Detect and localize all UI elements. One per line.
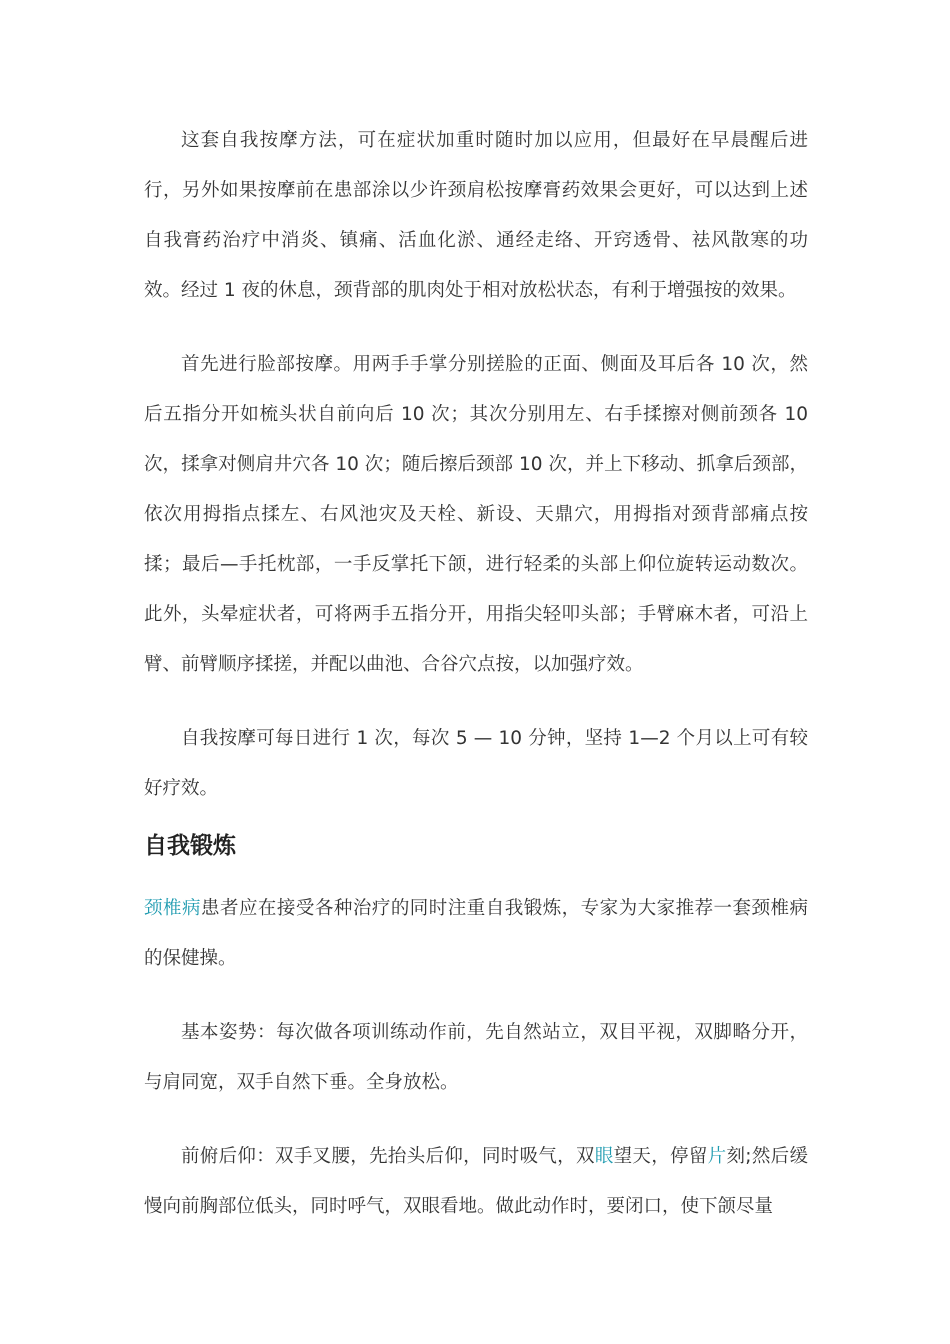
paragraph-forward-backward-text-c: 刻;然后缓慢向前胸部位低头，同时呼气，双眼看地。做此动作时，要闭口，使下颌尽量 bbox=[144, 1146, 808, 1217]
paragraph-forward-backward-text-b: 望天，停留 bbox=[613, 1146, 708, 1167]
moment-link[interactable]: 片 bbox=[707, 1146, 727, 1167]
paragraph-exercise-intro-text: 患者应在接受各种治疗的同时注重自我锻炼，专家为大家推荐一套颈椎病的保健操。 bbox=[144, 898, 808, 969]
paragraph-exercise-intro bbox=[144, 884, 808, 984]
paragraph-forward-backward bbox=[144, 1132, 808, 1232]
paragraph-basic-posture: 基本姿势：每次做各项训练动作前，先自然站立，双目平视，双脚略分开，与肩同宽，双手自然下垂。全身放松。 bbox=[144, 1022, 808, 1093]
paragraph-self-massage-timing: 这套自我按摩方法，可在症状加重时随时加以应用，但最好在早晨醒后进行，另外如果按摩前在患部涂以少许颈肩松按摩膏药效果会更好，可以达到上述自我膏药治疗中消炎、镇痛、活血化淤、通经走络、开窍透骨、祛风散寒的功效。经过 1 夜的休息，颈背部的肌肉处于相对放松状态，有利于增强按的效果。 bbox=[144, 130, 808, 301]
paragraph-massage-frequency: 自我按摩可每日进行 1 次，每次 5 — 10 分钟，坚持 1—2 个月以上可有较好疗效。 bbox=[144, 728, 808, 799]
cervical-spondylosis-link[interactable]: 颈椎病 bbox=[144, 898, 201, 919]
document-body bbox=[144, 116, 808, 1256]
paragraph-massage-steps: 首先进行脸部按摩。用两手手掌分别搓脸的正面、侧面及耳后各 10 次，然后五指分开如梳头状自前向后 10 次；其次分别用左、右手揉擦对侧前颈各 10 次，揉拿对侧肩井穴各 10 次；随后擦后颈部 10 次，并上下移动、抓拿后颈部，依次用拇指点揉左、右风池灾及天栓、新设、天鼎穴，用拇指对颈背部痛点按揉；最后—手托枕部，一手反掌托下颌，进行轻柔的头部上仰位旋转运动数次。此外，头晕症状者，可将两手五指分开，用指尖轻叩头部；手臂麻木者，可沿上臂、前臂顺序揉搓，并配以曲池、合谷穴点按，以加强疗效。 bbox=[144, 354, 808, 675]
section-heading-self-exercise: 自我锻炼 bbox=[144, 833, 236, 859]
paragraph-forward-backward-text-a: 前俯后仰：双手叉腰，先抬头后仰，同时吸气，双 bbox=[181, 1146, 595, 1167]
eye-link[interactable]: 眼 bbox=[594, 1146, 614, 1167]
